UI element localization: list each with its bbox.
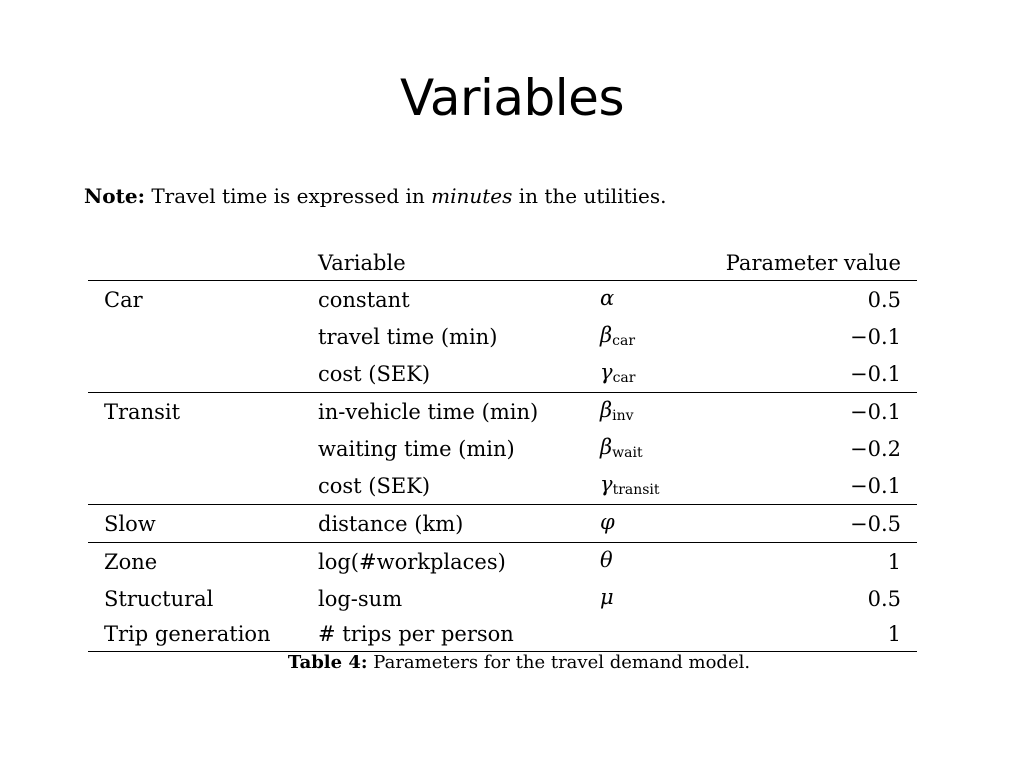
cell-value: −0.1: [850, 473, 901, 498]
table-row: [88, 355, 917, 393]
cell-value: −0.1: [850, 361, 901, 386]
symbol-glyph: β: [600, 398, 613, 422]
symbol-subscript: car: [612, 370, 636, 386]
cell-symbol: [600, 281, 710, 319]
cell-group: Zone: [104, 549, 158, 574]
parameters-table: [88, 246, 917, 652]
cell-group: Slow: [104, 511, 156, 536]
cell-group: Transit: [104, 399, 181, 424]
table-row: [88, 617, 917, 652]
cell-group: [88, 318, 318, 355]
table-row: [88, 543, 917, 581]
symbol-glyph: θ: [600, 548, 613, 572]
cell-group: Structural: [104, 586, 214, 611]
cell-symbol: [600, 355, 710, 393]
cell-value: 1: [887, 549, 901, 574]
note-text-before: Travel time is expressed in: [151, 184, 425, 208]
cell-variable: waiting time (min): [318, 436, 515, 461]
cell-symbol: [600, 505, 710, 543]
table-row: [88, 393, 917, 431]
table-row: [88, 281, 917, 319]
table-row: [88, 430, 917, 467]
caption-text: Parameters for the travel demand model.: [373, 652, 751, 673]
cell-value: 1: [887, 622, 901, 646]
symbol-subscript: wait: [612, 445, 643, 461]
cell-value: −0.1: [850, 324, 901, 349]
table-group: [88, 393, 917, 505]
cell-group: [88, 430, 318, 467]
cell-value: −0.2: [850, 436, 901, 461]
header-row: [88, 246, 917, 281]
cell-variable: cost (SEK): [318, 361, 431, 386]
cell-value: 0.5: [867, 586, 901, 611]
table-group: [88, 281, 917, 393]
cell-value: −0.5: [850, 511, 901, 536]
cell-variable: cost (SEK): [318, 473, 431, 498]
cell-symbol: [600, 543, 710, 581]
header-variable: Variable: [318, 251, 406, 275]
header-symbol: [600, 246, 710, 281]
header-group: [88, 246, 318, 281]
cell-group: [88, 355, 318, 393]
cell-group: Car: [104, 287, 143, 312]
symbol-glyph: μ: [600, 585, 614, 609]
cell-value: 0.5: [867, 287, 901, 312]
table-group: [88, 543, 917, 652]
cell-value: −0.1: [850, 399, 901, 424]
table-row: [88, 505, 917, 543]
symbol-glyph: φ: [600, 510, 615, 534]
symbol-subscript: transit: [612, 482, 660, 498]
table-group: [88, 505, 917, 543]
header-value: Parameter value: [725, 251, 901, 275]
symbol-glyph: γ: [600, 472, 613, 496]
cell-variable: log-sum: [318, 586, 403, 611]
cell-variable: travel time (min): [318, 324, 498, 349]
cell-variable: in-vehicle time (min): [318, 399, 539, 424]
note-label: Note:: [84, 184, 145, 208]
cell-symbol: [600, 430, 710, 467]
table-row: [88, 318, 917, 355]
symbol-glyph: β: [600, 435, 613, 459]
symbol-subscript: inv: [612, 408, 634, 424]
cell-group: [88, 467, 318, 505]
cell-variable: # trips per person: [318, 622, 514, 646]
cell-symbol: [600, 580, 710, 617]
cell-symbol: [600, 393, 710, 431]
cell-symbol: [600, 467, 710, 505]
table-header: [88, 246, 917, 281]
cell-variable: log(#workplaces): [318, 549, 506, 574]
note-text-after: in the utilities.: [518, 184, 667, 208]
symbol-glyph: γ: [600, 360, 613, 384]
cell-symbol: [600, 617, 710, 652]
symbol-glyph: α: [600, 286, 615, 310]
cell-symbol: [600, 318, 710, 355]
caption-label: Table 4:: [287, 652, 368, 673]
symbol-glyph: β: [600, 323, 613, 347]
table-caption: [0, 652, 1024, 673]
note-emphasis: minutes: [431, 184, 513, 208]
note: [84, 184, 667, 208]
cell-group: Trip generation: [104, 622, 271, 646]
cell-variable: distance (km): [318, 511, 464, 536]
symbol-subscript: car: [612, 333, 636, 349]
slide-title: Variables: [400, 69, 624, 127]
cell-variable: constant: [318, 287, 410, 312]
table-row: [88, 580, 917, 617]
table-row: [88, 467, 917, 505]
